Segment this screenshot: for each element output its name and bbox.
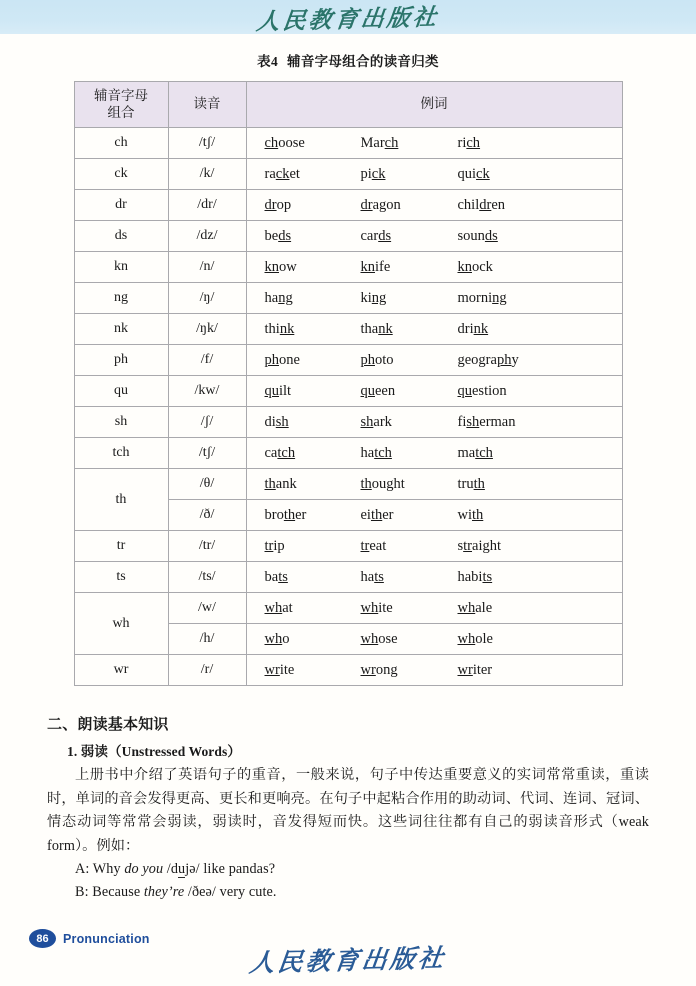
underlined-digraph: qu [264,382,279,399]
underlined-digraph: wr [360,661,376,678]
example-word: thank [264,475,297,492]
cell-combo: tch [74,438,168,469]
cell-examples [246,655,622,686]
underlined-digraph: ds [278,227,292,244]
cell-combo: ds [74,221,168,252]
underlined-digraph: sh [466,413,480,430]
table-row [74,376,622,407]
column-header-combo [74,82,168,128]
example-b-post: very cute. [219,883,277,900]
example-word-group [247,593,622,623]
example-word-group [247,190,622,220]
example-word-group [247,159,622,189]
table-row [74,407,622,438]
underlined-digraph: ng [492,289,507,306]
example-word-group [247,469,622,499]
underlined-digraph: tch [475,444,493,461]
underlined-digraph: ng [278,289,293,306]
table-body [74,128,622,686]
cell-sound: /ʃ/ [168,407,246,438]
underlined-digraph: kn [264,258,279,275]
cell-combo: wh [74,593,168,655]
table-row [74,593,622,624]
cell-examples [246,159,622,190]
example-word: whose [360,630,398,647]
consonant-digraph-table [74,81,623,686]
example-word: know [264,258,297,275]
example-word: hatch [360,444,392,461]
example-a-phonetic-pre: /d [163,861,179,877]
column-header-sound: 读音 [168,82,246,128]
example-word: queen [360,382,396,399]
cell-examples [246,252,622,283]
cell-combo: ng [74,283,168,314]
example-b-pre: Because [92,883,144,900]
underlined-digraph: kn [457,258,472,275]
example-word: knife [360,258,391,275]
example-word: choose [264,134,305,151]
cell-sound: /dr/ [168,190,246,221]
example-word: beds [264,227,292,244]
cell-sound: /θ/ [168,469,246,500]
underlined-digraph: wh [457,599,476,616]
example-word: whale [457,599,493,616]
example-word: wrong [360,661,398,678]
cell-sound: /ð/ [168,500,246,531]
example-word: king [360,289,387,306]
underlined-digraph: tr [360,537,370,554]
example-word: trip [264,537,285,554]
cell-examples [246,314,622,345]
table-header-row [74,82,622,128]
example-word-group [247,562,622,592]
column-header-combo-line1: 辅音字母 [94,87,148,103]
example-word: photo [360,351,394,368]
underlined-digraph: wh [360,630,379,647]
example-word-group [247,407,622,437]
underlined-digraph: dr [360,196,373,213]
cell-sound: /ŋk/ [168,314,246,345]
cell-sound: /k/ [168,159,246,190]
cell-combo: ch [74,128,168,159]
example-word: treat [360,537,387,554]
body-paragraph: 上册书中介绍了英语句子的重音，一般来说，句子中传达重要意义的实词常常重读，重读时，单词的音会发得更高、更长和更响亮。在句子中起粘合作用的助动词、代词、连词、冠词、情态动词等常常会弱读，弱读时，音发得短而快。这些词往往都有自己的弱读音形式（weak form）。例如： [47,767,649,854]
example-word: pick [360,165,386,182]
example-word: habits [457,568,493,585]
underlined-digraph: dr [264,196,277,213]
cell-sound: /dz/ [168,221,246,252]
table-caption-number: 表4 [257,54,279,69]
cell-examples [246,531,622,562]
page-number-badge: 86 [29,929,56,948]
example-word: write [264,661,295,678]
example-word: match [457,444,493,461]
cell-examples [246,283,622,314]
example-word: brother [264,506,307,523]
table-row [74,438,622,469]
example-word: thought [360,475,405,492]
page-content [0,50,696,903]
cell-examples [246,128,622,159]
example-dialogue-a [75,858,649,881]
example-word: question [457,382,507,399]
cell-sound: /n/ [168,252,246,283]
cell-sound: /h/ [168,624,246,655]
cell-examples [246,469,622,500]
underlined-digraph: th [370,506,383,523]
folio [29,929,150,948]
example-word-group [247,376,622,406]
example-word-group [247,314,622,344]
page-footer [0,921,696,983]
example-word: drop [264,196,292,213]
example-word-group [247,438,622,468]
underlined-digraph: ts [482,568,493,585]
cell-examples [246,500,622,531]
underlined-digraph: ck [371,165,386,182]
cell-examples [246,624,622,655]
cell-sound: /tʃ/ [168,438,246,469]
example-word: knock [457,258,493,275]
example-word: quick [457,165,490,182]
example-word: drink [457,320,489,337]
table-head [74,82,622,128]
cell-sound: /w/ [168,593,246,624]
table-row [74,128,622,159]
example-word: sounds [457,227,498,244]
example-a-speaker: A: [75,861,93,877]
cell-combo: qu [74,376,168,407]
cell-examples [246,593,622,624]
cell-combo: ts [74,562,168,593]
underlined-digraph: ph [360,351,375,368]
cell-examples [246,407,622,438]
example-word-group [247,624,622,654]
example-word: with [457,506,484,523]
example-word: hang [264,289,293,306]
underlined-digraph: ch [466,134,481,151]
example-word: children [457,196,506,213]
table-caption [47,50,649,70]
table-caption-title: 辅音字母组合的读音归类 [287,54,439,69]
example-b-phonetic: /ðeə/ [184,883,220,900]
cell-sound: /tr/ [168,531,246,562]
cell-sound: /tʃ/ [168,128,246,159]
underlined-digraph: wh [264,630,283,647]
table-row [74,159,622,190]
cell-examples [246,190,622,221]
cell-examples [246,376,622,407]
example-a-post: like pandas? [203,861,276,877]
footer-section-label: Pronunciation [63,931,150,946]
cell-sound: /ŋ/ [168,283,246,314]
cell-combo: dr [74,190,168,221]
example-word: phone [264,351,300,368]
cell-sound: /r/ [168,655,246,686]
table-row [74,345,622,376]
cell-combo: ck [74,159,168,190]
example-word: shark [360,413,392,430]
underlined-digraph: ts [278,568,288,585]
underlined-digraph: wr [264,661,280,678]
cell-combo: tr [74,531,168,562]
underlined-digraph: ds [484,227,498,244]
underlined-digraph: th [473,475,485,492]
cell-combo: wr [74,655,168,686]
underlined-digraph: wh [457,630,476,647]
publisher-header-band [0,0,696,34]
example-word-group [247,500,622,530]
underlined-digraph: ch [264,134,279,151]
table-row [74,221,622,252]
underlined-digraph: tr [264,537,274,554]
publisher-logo-header: 人民教育出版社 [255,4,441,34]
cell-combo: ph [74,345,168,376]
cell-sound: /kw/ [168,376,246,407]
cell-combo: sh [74,407,168,438]
table-row [74,562,622,593]
table-row [74,469,622,500]
example-word-group [247,655,622,685]
cell-combo: nk [74,314,168,345]
underlined-digraph: ng [371,289,387,306]
table-row [74,252,622,283]
example-word-group [247,283,622,313]
underlined-digraph: dr [479,196,492,213]
underlined-digraph: qu [360,382,375,399]
underlined-digraph: nk [473,320,489,337]
example-b-italic: they’re [143,883,185,900]
example-word: fisherman [457,413,516,430]
underlined-digraph: kn [360,258,375,275]
cell-examples [246,345,622,376]
underlined-digraph: wr [457,661,473,678]
example-word: morning [457,289,507,306]
example-word-group [247,345,622,375]
table-row [74,190,622,221]
example-word: white [360,599,393,616]
example-word: straight [457,537,502,554]
underlined-digraph: nk [378,320,393,337]
cell-combo: th [74,469,168,531]
example-word: truth [457,475,485,492]
underlined-digraph: qu [457,382,472,399]
example-word-group [247,221,622,251]
table-row [74,531,622,562]
publisher-logo-footer: 人民教育出版社 [247,945,448,978]
example-word: dish [264,413,289,430]
example-word: quilt [264,382,292,399]
cell-examples [246,562,622,593]
underlined-digraph: th [472,506,484,523]
underlined-digraph: th [264,475,276,492]
underlined-digraph: ts [374,568,384,585]
underlined-digraph: sh [275,413,289,430]
example-word: geography [457,351,519,368]
example-word: catch [264,444,296,461]
underlined-digraph: ds [378,227,392,244]
underlined-digraph: tch [374,444,392,461]
example-word: thank [360,320,393,337]
section-heading: 二、朗读基本知识 [47,717,169,733]
example-a-linking-tie: u [178,861,186,877]
table-row [74,655,622,686]
underlined-digraph: ph [264,351,279,368]
example-a-phonetic-post: jə/ [185,861,204,877]
example-dialogue-b [75,881,649,904]
example-a-italic: do you [124,861,164,877]
example-word-group [247,128,622,158]
example-word-group [247,252,622,282]
example-word: who [264,630,290,647]
example-word: bats [264,568,288,585]
cell-sound: /f/ [168,345,246,376]
cell-examples [246,438,622,469]
underlined-digraph: th [360,475,372,492]
column-header-combo-line2: 组合 [107,104,135,120]
example-word: writer [457,661,493,678]
underlined-digraph: ch [384,134,399,151]
underlined-digraph: ph [496,351,512,368]
sub-heading: 1. 弱读（Unstressed Words） [67,744,241,759]
example-word: racket [264,165,300,182]
column-header-examples: 例词 [246,82,622,128]
example-word-group [247,531,622,561]
example-b-speaker: B: [75,883,93,900]
example-word: what [264,599,293,616]
underlined-digraph: sh [360,413,374,430]
cell-combo: kn [74,252,168,283]
underlined-digraph: th [283,506,296,523]
example-word: dragon [360,196,401,213]
underlined-digraph: wh [264,599,283,616]
example-word: whole [457,630,493,647]
example-a-pre: Why [92,861,125,877]
underlined-digraph: ck [275,165,290,182]
cell-examples [246,221,622,252]
table-row [74,283,622,314]
example-word: rich [457,134,481,151]
example-word: hats [360,568,384,585]
underlined-digraph: wh [360,599,379,616]
underlined-digraph: ck [476,165,490,182]
cell-sound: /ts/ [168,562,246,593]
example-word: March [360,134,399,151]
example-word: think [264,320,295,337]
table-row [74,314,622,345]
underlined-digraph: nk [279,320,295,337]
underlined-digraph: tch [277,444,296,461]
example-word: cards [360,227,392,244]
underlined-digraph: tr [463,537,473,554]
example-word: either [360,506,394,523]
